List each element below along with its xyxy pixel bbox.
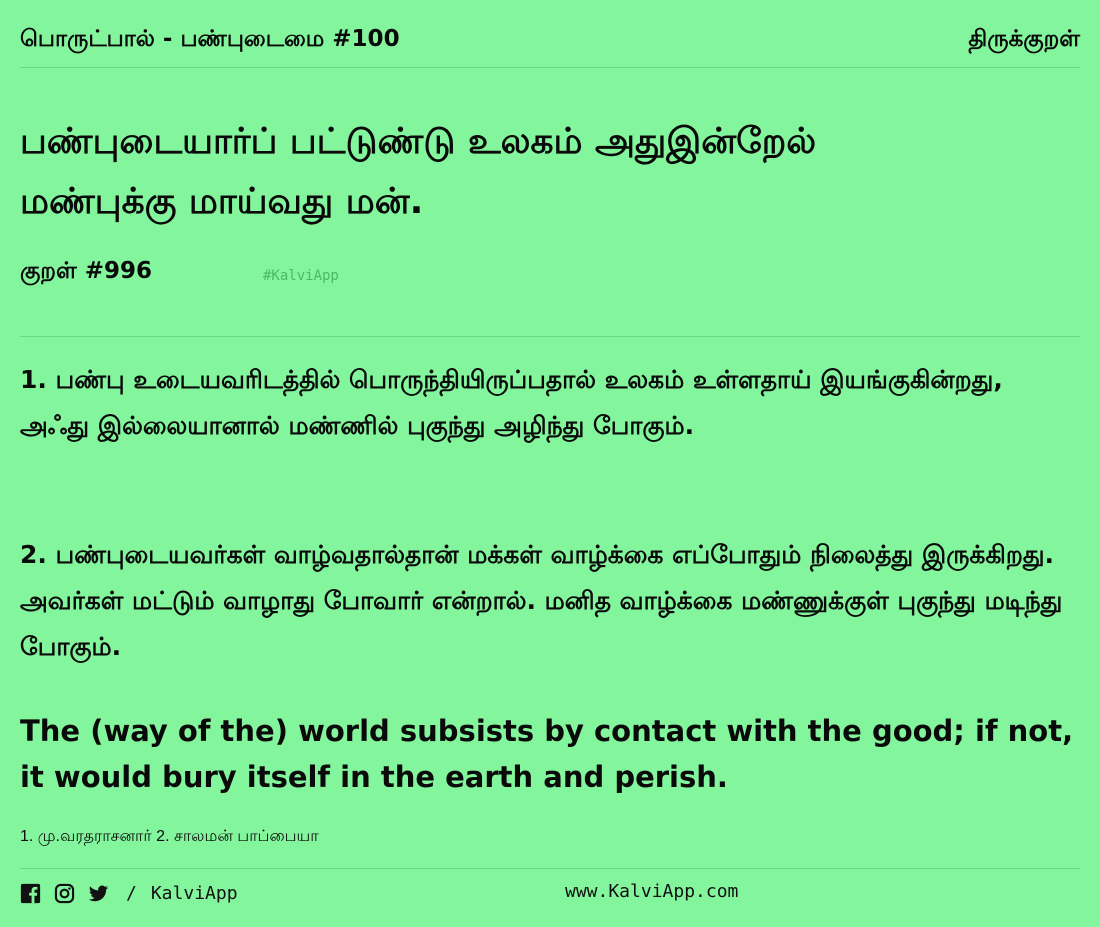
kural-line-2: மண்புக்கு மாய்வது மன். [20, 181, 424, 222]
divider [20, 868, 1080, 869]
explanation-2-text: பண்புடையவர்கள் வாழ்வதால்தான் மக்கள் வாழ்க்கை எப்போதும் நிலைத்து இருக்கிறது. அவர்கள் மட்டும் வாழாது போவார் என்றால். மனித வாழ்க்கை மண்ணுக்குள் புகுந்து மடிந்து போகும். [20, 540, 1063, 661]
social-handle[interactable]: KalviApp [150, 882, 238, 904]
explanation-1-marker: 1. [20, 365, 47, 394]
kural-number: குறள் #996 [20, 258, 153, 284]
kural-card [20, 0, 1080, 927]
explanation-1 [20, 357, 1080, 449]
english-translation: The (way of the) world subsists by contact with the good; if not, it would bury itself in the earth and perish. [20, 714, 1074, 794]
facebook-icon[interactable] [20, 883, 41, 904]
divider [20, 67, 1080, 68]
hashtag-watermark: #KalviApp [263, 268, 339, 284]
footer [20, 878, 1080, 908]
kural-verse [20, 112, 1080, 232]
twitter-icon[interactable] [88, 883, 109, 904]
divider [20, 336, 1080, 337]
explanation-2 [20, 532, 1080, 670]
section-title: பொருட்பால் - பண்புடைமை #100 [20, 25, 400, 52]
kural-line-1: பண்புடையார்ப் பட்டுண்டு உலகம் அதுஇன்றேல் [20, 121, 817, 162]
authors-credit: 1. மு.வரதராசனார் 2. சாலமன் பாப்பையா [20, 828, 319, 845]
brand-title: திருக்குறள் [968, 25, 1080, 52]
explanation-1-text: பண்பு உடையவரிடத்தில் பொருந்தியிருப்பதால் உலகம் உள்ளதாய் இயங்குகின்றது, அஃது இல்லையானால் மண்ணில் புகுந்து அழிந்து போகும். [20, 365, 1003, 440]
explanation-2-marker: 2. [20, 540, 47, 569]
instagram-icon[interactable] [54, 883, 75, 904]
website-link[interactable]: www.KalviApp.com [565, 881, 739, 902]
footer-separator: / [126, 882, 137, 904]
header [20, 24, 1080, 56]
